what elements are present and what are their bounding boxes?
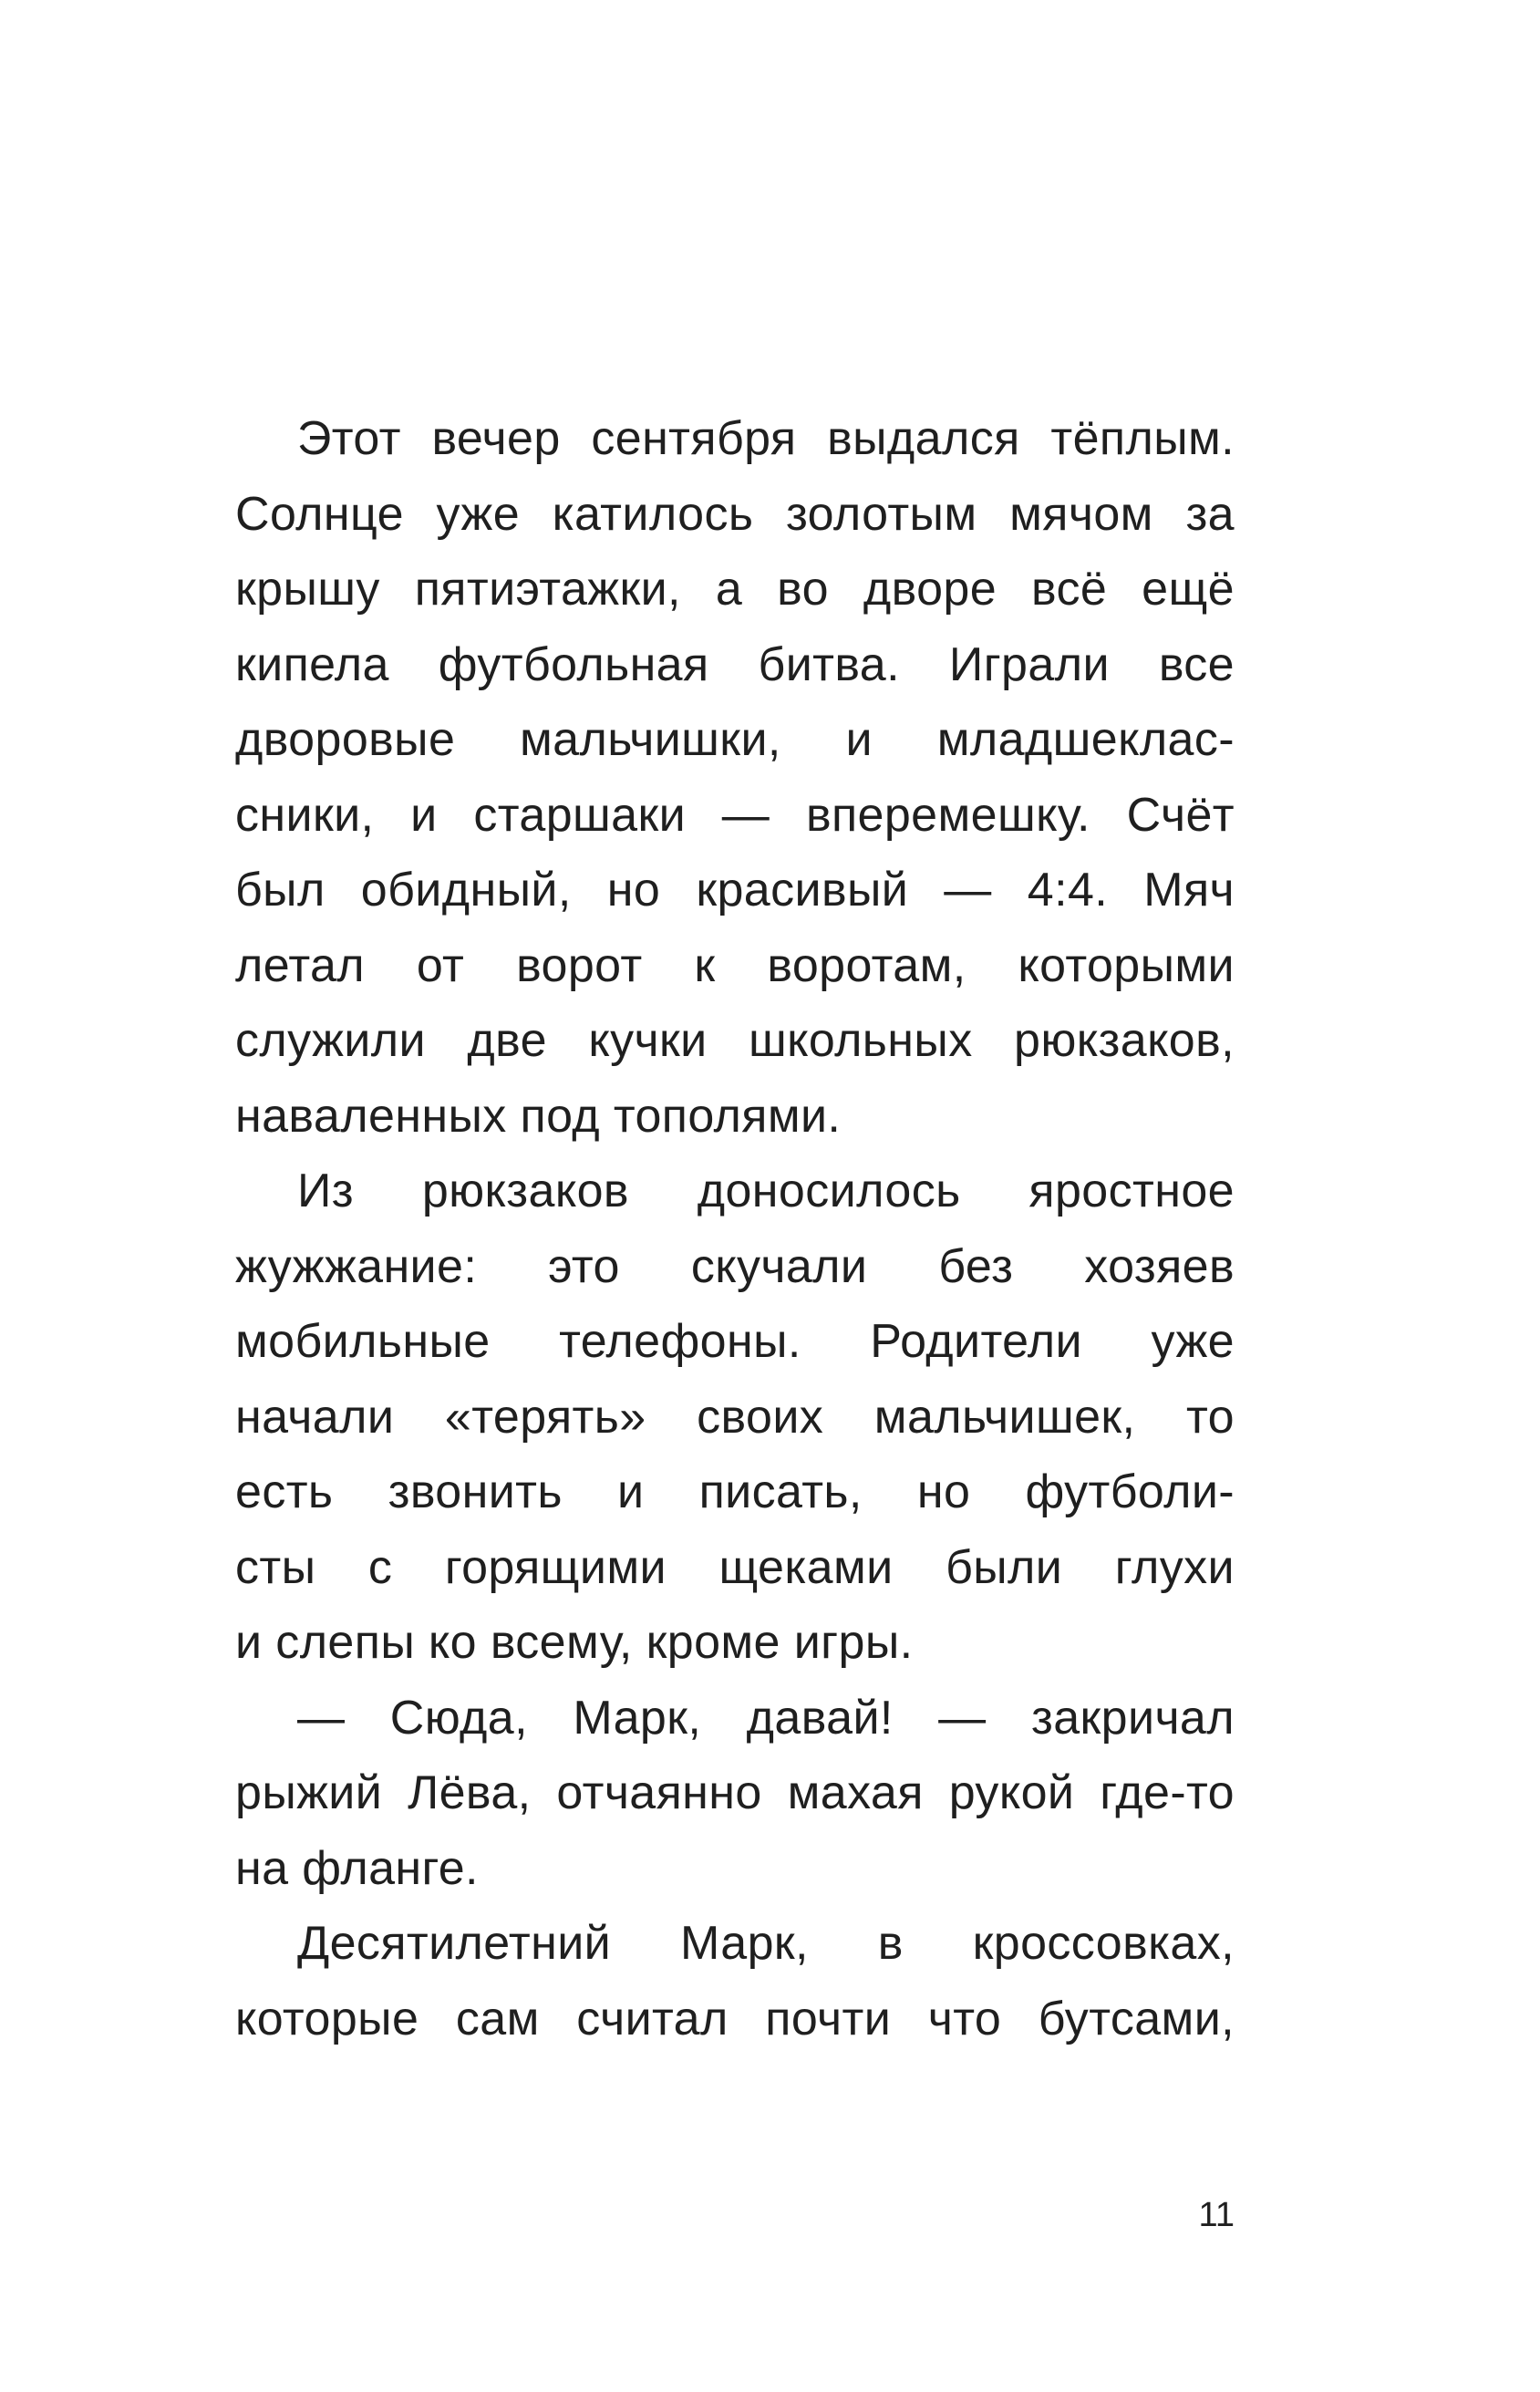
text-line: Этот вечер сентября выдался тёплым. — [297, 412, 1235, 465]
text-line: сты с горящими щеками были глухи — [235, 1540, 1235, 1594]
body-text — [235, 401, 1235, 2056]
text-line: которые сам считал почти что бутсами, — [235, 1992, 1235, 2045]
text-line: есть звонить и писать, но футболи- — [235, 1465, 1235, 1518]
text-line: служили две кучки школьных рюкзаков, — [235, 1014, 1235, 1067]
text-line: сники, и старшаки — вперемешку. Счёт — [235, 788, 1235, 842]
text-line: кипела футбольная битва. Играли все — [235, 637, 1235, 691]
text-line: рыжий Лёва, отчаянно махая рукой где-то — [235, 1766, 1235, 1819]
text-line: на фланге. — [235, 1841, 479, 1895]
text-line: дворовые мальчишки, и младшеклас- — [235, 713, 1235, 766]
text-line: Десятилетний Марк, в кроссовках, — [297, 1917, 1235, 1970]
text-line: мобильные телефоны. Родители уже — [235, 1315, 1235, 1368]
text-line: крышу пятиэтажки, а во дворе всё ещё — [235, 563, 1235, 616]
text-line: — Сюда, Марк, давай! — закричал — [297, 1691, 1235, 1745]
text-line: и слепы ко всему, кроме игры. — [235, 1616, 914, 1669]
text-line: наваленных под тополями. — [235, 1089, 842, 1143]
text-line: был обидный, но красивый — 4:4. Мяч — [235, 864, 1235, 916]
page-number: 11 — [1198, 2196, 1235, 2234]
text-line: жужжание: это скучали без хозяев — [235, 1239, 1235, 1293]
text-line: начали «терять» своих мальчишек, то — [235, 1390, 1235, 1444]
text-line: летал от ворот к воротам, которыми — [235, 938, 1235, 992]
text-line: Из рюкзаков доносилось яростное — [297, 1165, 1235, 1217]
text-line: Солнце уже катилось золотым мячом за — [235, 487, 1235, 541]
